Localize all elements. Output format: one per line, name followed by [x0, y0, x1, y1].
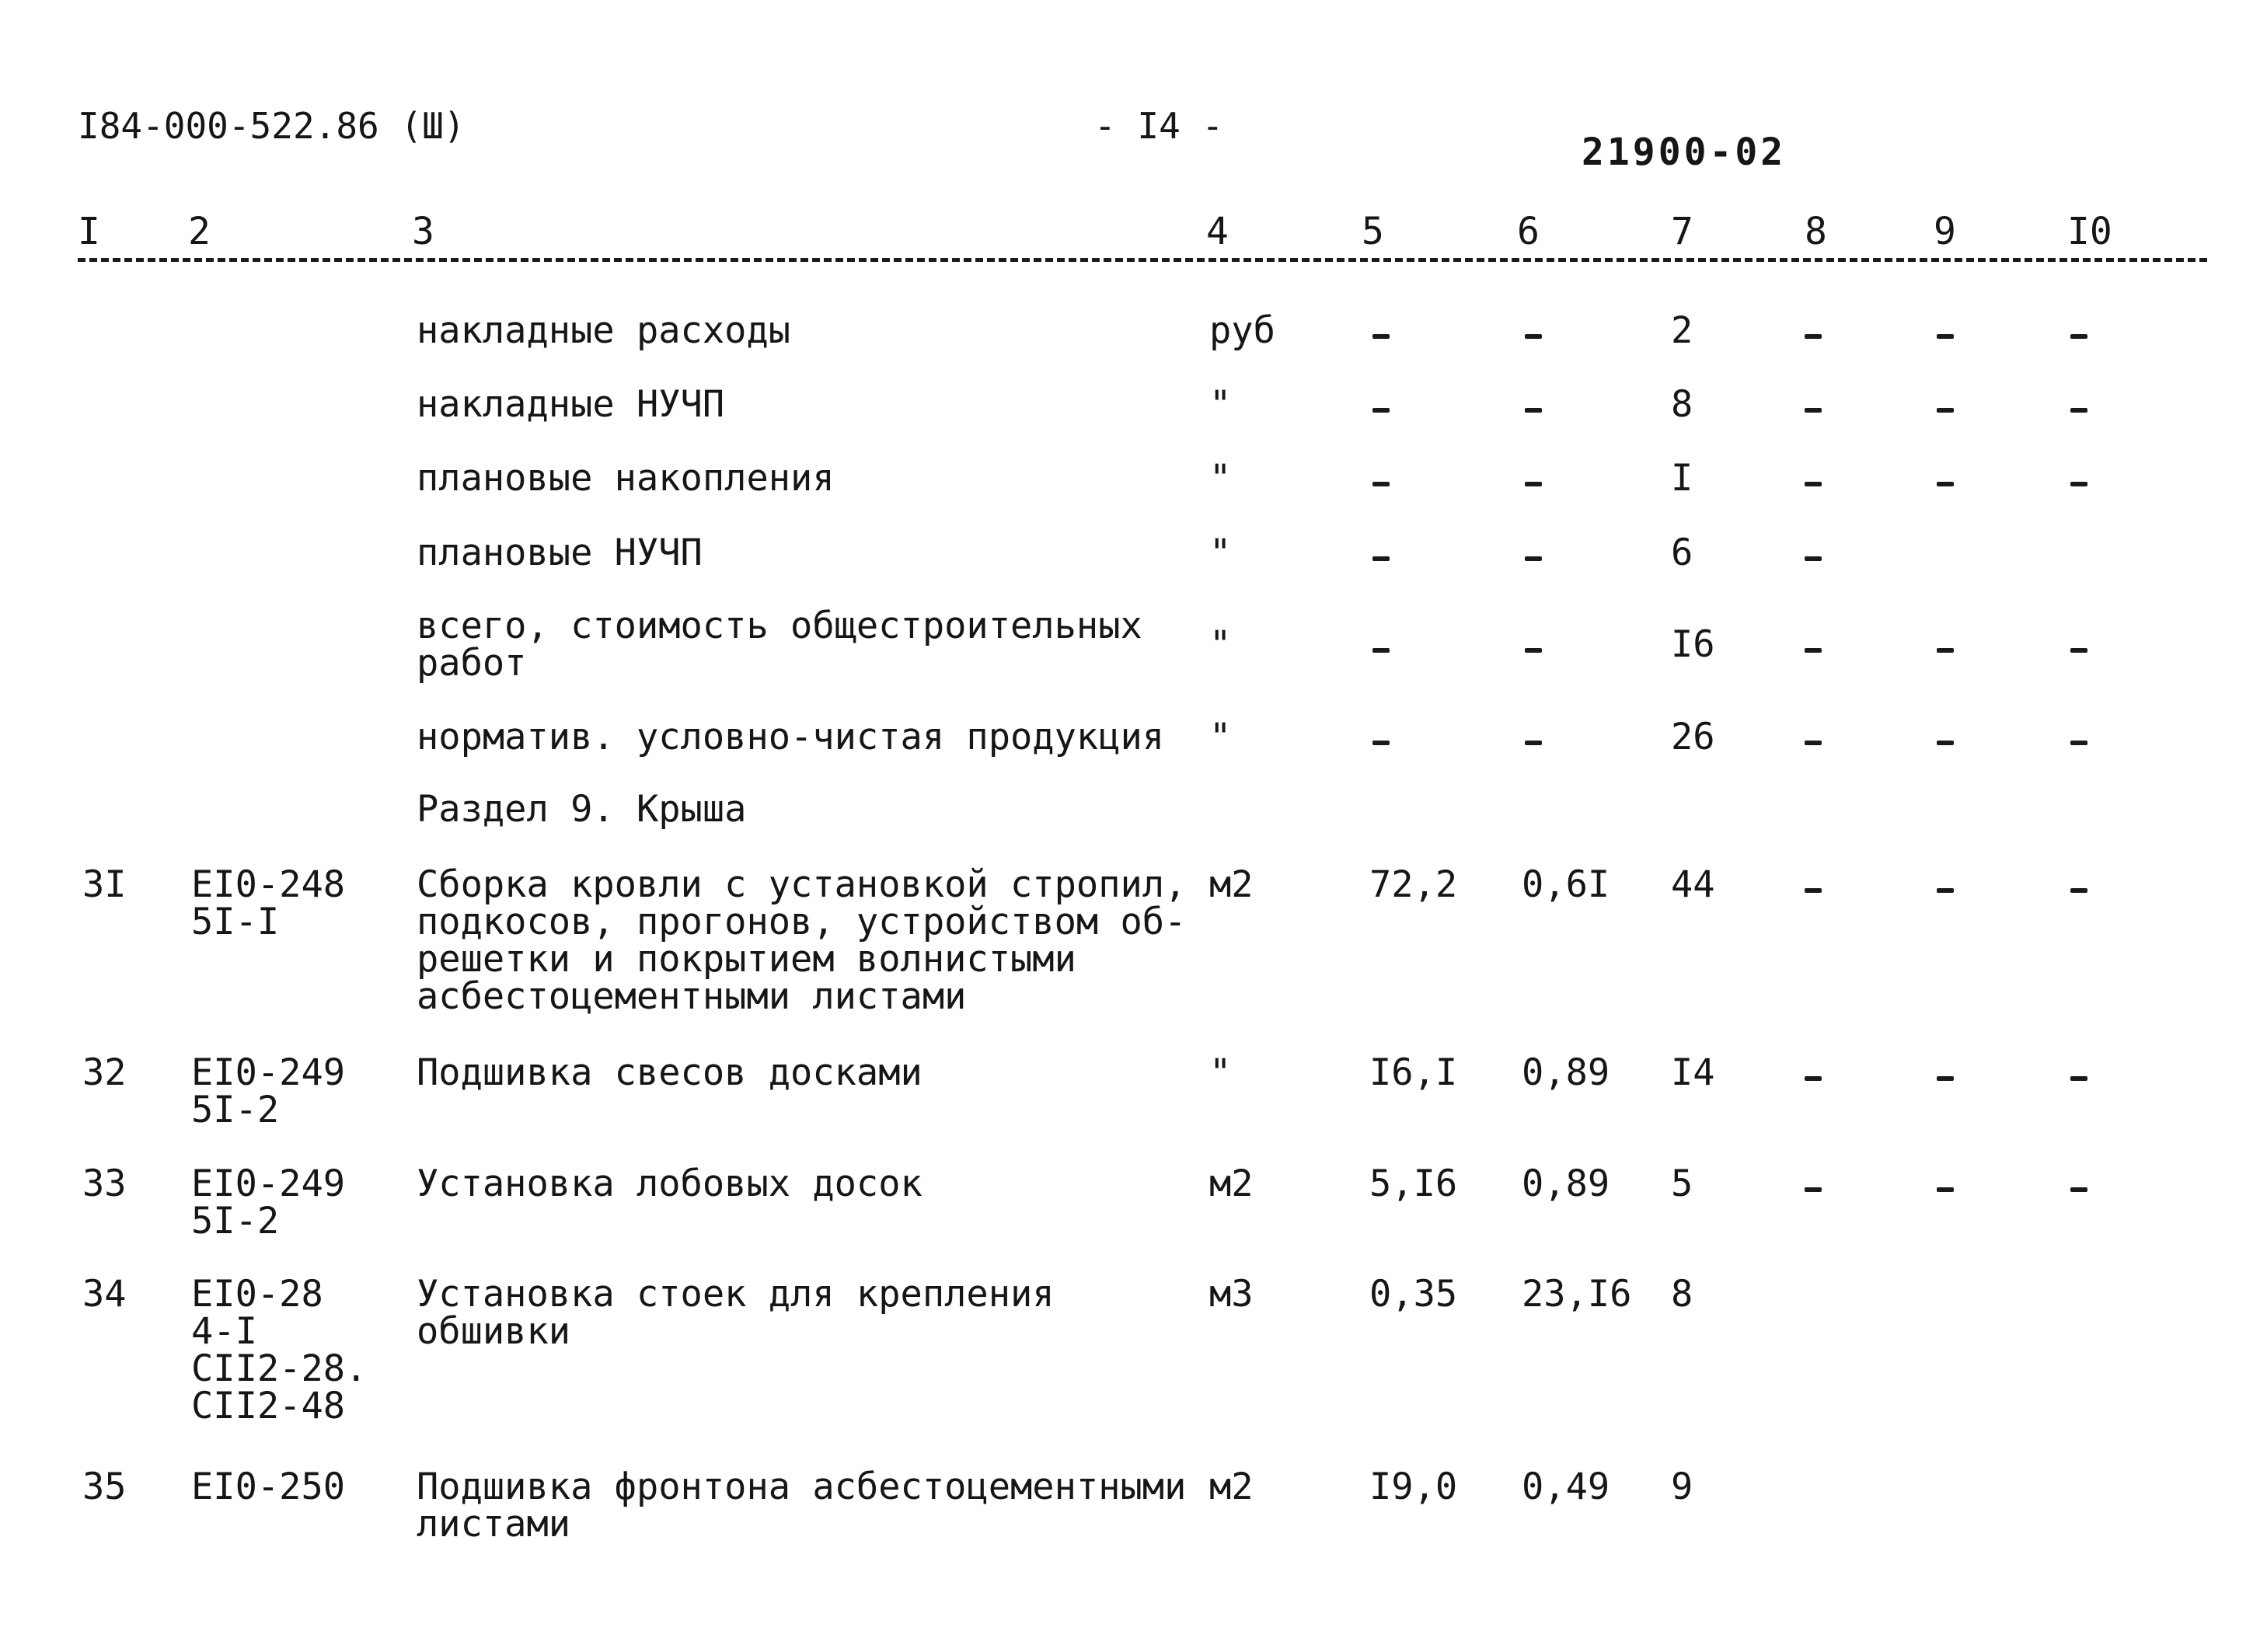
- quantity-dash: [1372, 648, 1390, 653]
- column-number: 8: [1805, 210, 1827, 253]
- col-8-dash: [1805, 482, 1822, 486]
- col-8-dash: [1805, 556, 1822, 561]
- page-number: - I4 -: [1094, 105, 1224, 147]
- total-cost: I6: [1671, 623, 1715, 666]
- col-8-dash: [1805, 888, 1822, 893]
- quantity-dash: [1372, 556, 1390, 561]
- unit: ": [1209, 531, 1232, 574]
- total-cost: 5: [1671, 1162, 1693, 1205]
- quantity: I9,0: [1369, 1466, 1458, 1508]
- unit: ": [1209, 716, 1232, 758]
- unit: ": [1209, 383, 1232, 426]
- work-description: плановые накопления: [417, 457, 835, 500]
- work-description: плановые НУЧП: [417, 531, 703, 574]
- col-10-dash: [2070, 888, 2087, 893]
- row-number: 34: [82, 1273, 127, 1316]
- work-description: Раздел 9. Крыша: [417, 788, 747, 831]
- column-number: 5: [1362, 210, 1384, 253]
- col-9-dash: [1937, 888, 1954, 893]
- quantity-dash: [1372, 482, 1390, 486]
- total-cost: 6: [1671, 531, 1693, 574]
- col-10-dash: [2070, 1076, 2087, 1081]
- col-8-dash: [1805, 648, 1822, 653]
- unit-cost-dash: [1525, 741, 1542, 745]
- unit-cost: 0,89: [1522, 1051, 1610, 1094]
- col-10-dash: [2070, 408, 2087, 413]
- total-cost: 8: [1671, 1273, 1693, 1316]
- quantity-dash: [1372, 408, 1390, 413]
- col-8-dash: [1805, 334, 1822, 339]
- rate-code: EI0-249 5I-2: [191, 1162, 346, 1242]
- total-cost: 9: [1671, 1466, 1693, 1508]
- total-cost: 2: [1671, 309, 1693, 352]
- unit-cost-dash: [1525, 408, 1542, 413]
- unit: ": [1209, 1051, 1232, 1094]
- document-code: I84-000-522.86 (Ш): [78, 105, 466, 147]
- unit: руб: [1209, 309, 1275, 352]
- total-cost: I: [1671, 457, 1693, 500]
- stamp-code: 21900-02: [1582, 131, 1787, 174]
- unit: ": [1209, 457, 1232, 500]
- quantity: 72,2: [1369, 863, 1458, 906]
- unit-cost-dash: [1525, 334, 1542, 339]
- column-number: 7: [1671, 210, 1693, 253]
- row-number: 33: [82, 1162, 127, 1205]
- unit-cost-dash: [1525, 648, 1542, 653]
- column-number: 6: [1517, 210, 1540, 253]
- unit-cost-dash: [1525, 556, 1542, 561]
- unit: м2: [1209, 1162, 1254, 1205]
- work-description: накладные расходы: [417, 309, 791, 352]
- unit-cost: 0,89: [1522, 1162, 1610, 1205]
- column-number: 9: [1934, 210, 1956, 253]
- work-description: норматив. условно-чистая продукция: [417, 716, 1165, 758]
- rate-code: EI0-250: [191, 1466, 346, 1508]
- header-divider: [78, 258, 2207, 262]
- rate-code: EI0-248 5I-I: [191, 863, 346, 943]
- col-8-dash: [1805, 408, 1822, 413]
- work-description: Установка лобовых досок: [417, 1162, 922, 1205]
- col-9-dash: [1937, 741, 1954, 745]
- unit: ": [1209, 623, 1232, 666]
- rate-code: EI0-28 4-I CII2-28. CII2-48: [191, 1273, 368, 1427]
- total-cost: 8: [1671, 383, 1693, 426]
- unit: м2: [1209, 863, 1254, 906]
- work-description: Установка стоек для крепления обшивки: [417, 1273, 1055, 1353]
- quantity: 5,I6: [1369, 1162, 1458, 1205]
- col-9-dash: [1937, 648, 1954, 653]
- unit-cost: 23,I6: [1522, 1273, 1632, 1316]
- row-number: 35: [82, 1466, 127, 1508]
- quantity-dash: [1372, 741, 1390, 745]
- work-description: всего, стоимость общестроительных работ: [417, 605, 1142, 685]
- column-number: I: [78, 210, 100, 253]
- row-number: 3I: [82, 863, 127, 906]
- unit: м3: [1209, 1273, 1254, 1316]
- column-number: 3: [412, 210, 434, 253]
- quantity-dash: [1372, 334, 1390, 339]
- total-cost: I4: [1671, 1051, 1715, 1094]
- unit-cost-dash: [1525, 482, 1542, 486]
- col-8-dash: [1805, 1076, 1822, 1081]
- rate-code: EI0-249 5I-2: [191, 1051, 346, 1131]
- work-description: Подшивка фронтона асбестоцементными листами: [417, 1466, 1187, 1546]
- column-number: I0: [2067, 210, 2112, 253]
- total-cost: 26: [1671, 716, 1715, 758]
- row-number: 32: [82, 1051, 127, 1094]
- col-10-dash: [2070, 648, 2087, 653]
- column-number: 4: [1206, 210, 1229, 253]
- col-9-dash: [1937, 1076, 1954, 1081]
- work-description: Сборка кровли с установкой стропил, подкосов, прогонов, устройством об- решетки и покрытием волнистыми асбестоцементными листами: [417, 863, 1187, 1018]
- work-description: накладные НУЧП: [417, 383, 725, 426]
- col-10-dash: [2070, 741, 2087, 745]
- unit-cost: 0,49: [1522, 1466, 1610, 1508]
- col-9-dash: [1937, 408, 1954, 413]
- unit-cost: 0,6I: [1522, 863, 1610, 906]
- total-cost: 44: [1671, 863, 1715, 906]
- quantity: I6,I: [1369, 1051, 1458, 1094]
- column-number: 2: [188, 210, 211, 253]
- col-10-dash: [2070, 482, 2087, 486]
- col-8-dash: [1805, 741, 1822, 745]
- col-8-dash: [1805, 1187, 1822, 1192]
- col-9-dash: [1937, 334, 1954, 339]
- col-10-dash: [2070, 334, 2087, 339]
- col-10-dash: [2070, 1187, 2087, 1192]
- col-9-dash: [1937, 482, 1954, 486]
- unit: м2: [1209, 1466, 1254, 1508]
- work-description: Подшивка свесов досками: [417, 1051, 922, 1094]
- quantity: 0,35: [1369, 1273, 1458, 1316]
- col-9-dash: [1937, 1187, 1954, 1192]
